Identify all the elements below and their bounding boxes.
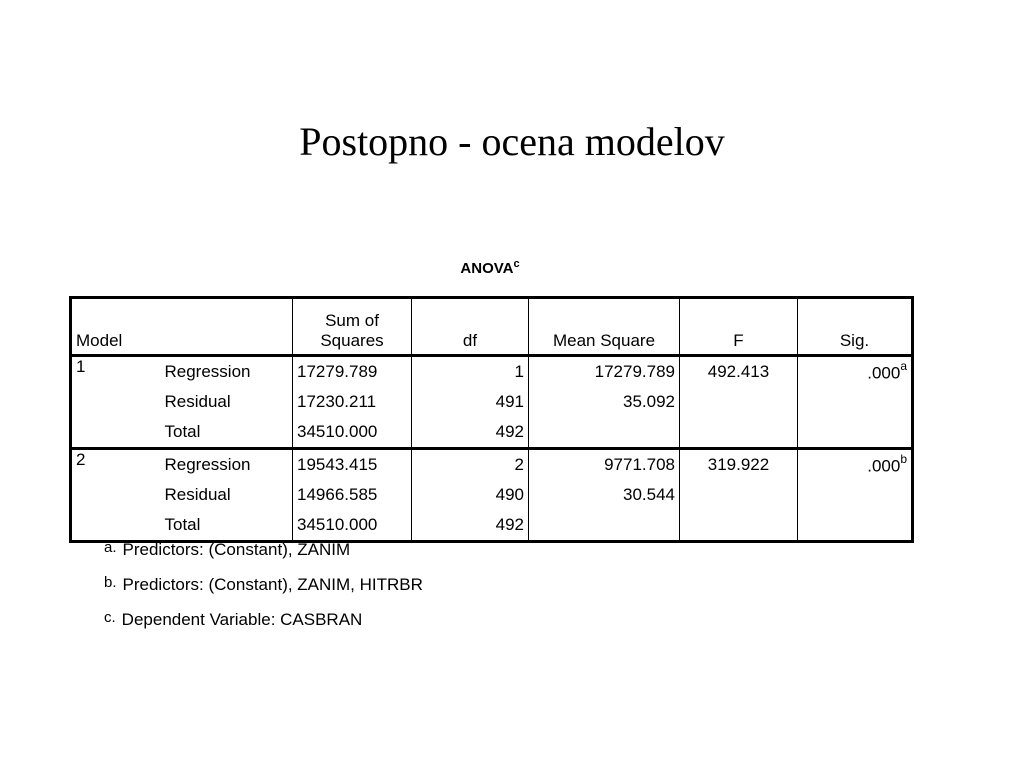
header-sum-of-squares-line2: Squares <box>320 331 384 350</box>
footnote-letter: c. <box>104 609 116 626</box>
footnote <box>104 610 423 645</box>
cell-df: 490 <box>412 480 529 510</box>
cell-model <box>71 480 161 510</box>
cell-f: 319.922 <box>680 449 798 481</box>
cell-sum-of-squares: 34510.000 <box>293 510 412 542</box>
cell-sig-value: .000 <box>867 456 901 476</box>
cell-f: 492.413 <box>680 356 798 388</box>
cell-f <box>680 387 798 417</box>
header-sig: Sig. <box>798 298 913 356</box>
cell-sig <box>798 480 913 510</box>
cell-source: Residual <box>161 480 293 510</box>
footnote <box>104 575 423 610</box>
header-sum-of-squares <box>293 298 412 356</box>
table-row <box>71 387 913 417</box>
cell-mean-square: 9771.708 <box>529 449 680 481</box>
anova-table <box>69 296 914 543</box>
cell-sig-footnote-marker: b <box>900 451 907 466</box>
table-row <box>71 480 913 510</box>
cell-mean-square <box>529 510 680 542</box>
cell-f <box>680 417 798 449</box>
cell-source: Regression <box>161 356 293 388</box>
cell-mean-square: 30.544 <box>529 480 680 510</box>
table-caption-text: ANOVA <box>460 260 514 277</box>
header-sum-of-squares-line1: Sum of <box>325 311 379 330</box>
header-mean-square: Mean Square <box>529 298 680 356</box>
table-row <box>71 449 913 481</box>
header-row <box>71 298 913 356</box>
header-df: df <box>412 298 529 356</box>
table-row <box>71 417 913 449</box>
cell-model <box>71 510 161 542</box>
header-source <box>161 298 293 356</box>
cell-source: Residual <box>161 387 293 417</box>
cell-sig-value: .000 <box>867 363 901 383</box>
cell-df: 491 <box>412 387 529 417</box>
cell-source: Regression <box>161 449 293 481</box>
cell-df: 492 <box>412 510 529 542</box>
cell-model <box>71 417 161 449</box>
cell-sig <box>798 387 913 417</box>
footnote-letter: b. <box>104 574 117 591</box>
footnotes <box>104 540 423 645</box>
footnote-text: Dependent Variable: CASBRAN <box>121 610 363 629</box>
cell-f <box>680 480 798 510</box>
footnote-text: Predictors: (Constant), ZANIM <box>122 540 351 559</box>
cell-source: Total <box>161 417 293 449</box>
cell-sum-of-squares: 34510.000 <box>293 417 412 449</box>
table-caption-superscript: c <box>513 258 520 270</box>
anova-table-body <box>71 356 913 542</box>
header-model: Model <box>71 298 161 356</box>
cell-mean-square: 17279.789 <box>529 356 680 388</box>
cell-model: 2 <box>71 449 161 481</box>
header-f: F <box>680 298 798 356</box>
footnote-letter: a. <box>104 539 117 556</box>
cell-sum-of-squares: 17279.789 <box>293 356 412 388</box>
cell-sum-of-squares: 17230.211 <box>297 392 377 411</box>
cell-df: 1 <box>412 356 529 388</box>
cell-sum-of-squares: 19543.415 <box>293 449 412 481</box>
cell-model <box>71 387 161 417</box>
cell-sig <box>798 510 913 542</box>
cell-source: Total <box>161 510 293 542</box>
cell-sig <box>798 356 913 388</box>
cell-sig-footnote-marker: a <box>900 358 907 373</box>
table-row <box>71 510 913 542</box>
cell-model: 1 <box>71 356 161 388</box>
footnote-text: Predictors: (Constant), ZANIM, HITRBR <box>122 575 423 594</box>
cell-sig <box>798 449 913 481</box>
cell-sig <box>798 417 913 449</box>
footnote <box>104 540 423 575</box>
slide-title: Postopno - ocena modelov <box>299 119 725 164</box>
table-caption <box>0 258 980 277</box>
cell-sum-of-squares: 14966.585 <box>297 485 378 504</box>
cell-mean-square: 35.092 <box>529 387 680 417</box>
cell-df: 2 <box>412 449 529 481</box>
cell-df: 492 <box>412 417 529 449</box>
cell-f <box>680 510 798 542</box>
cell-mean-square <box>529 417 680 449</box>
table-row <box>71 356 913 388</box>
